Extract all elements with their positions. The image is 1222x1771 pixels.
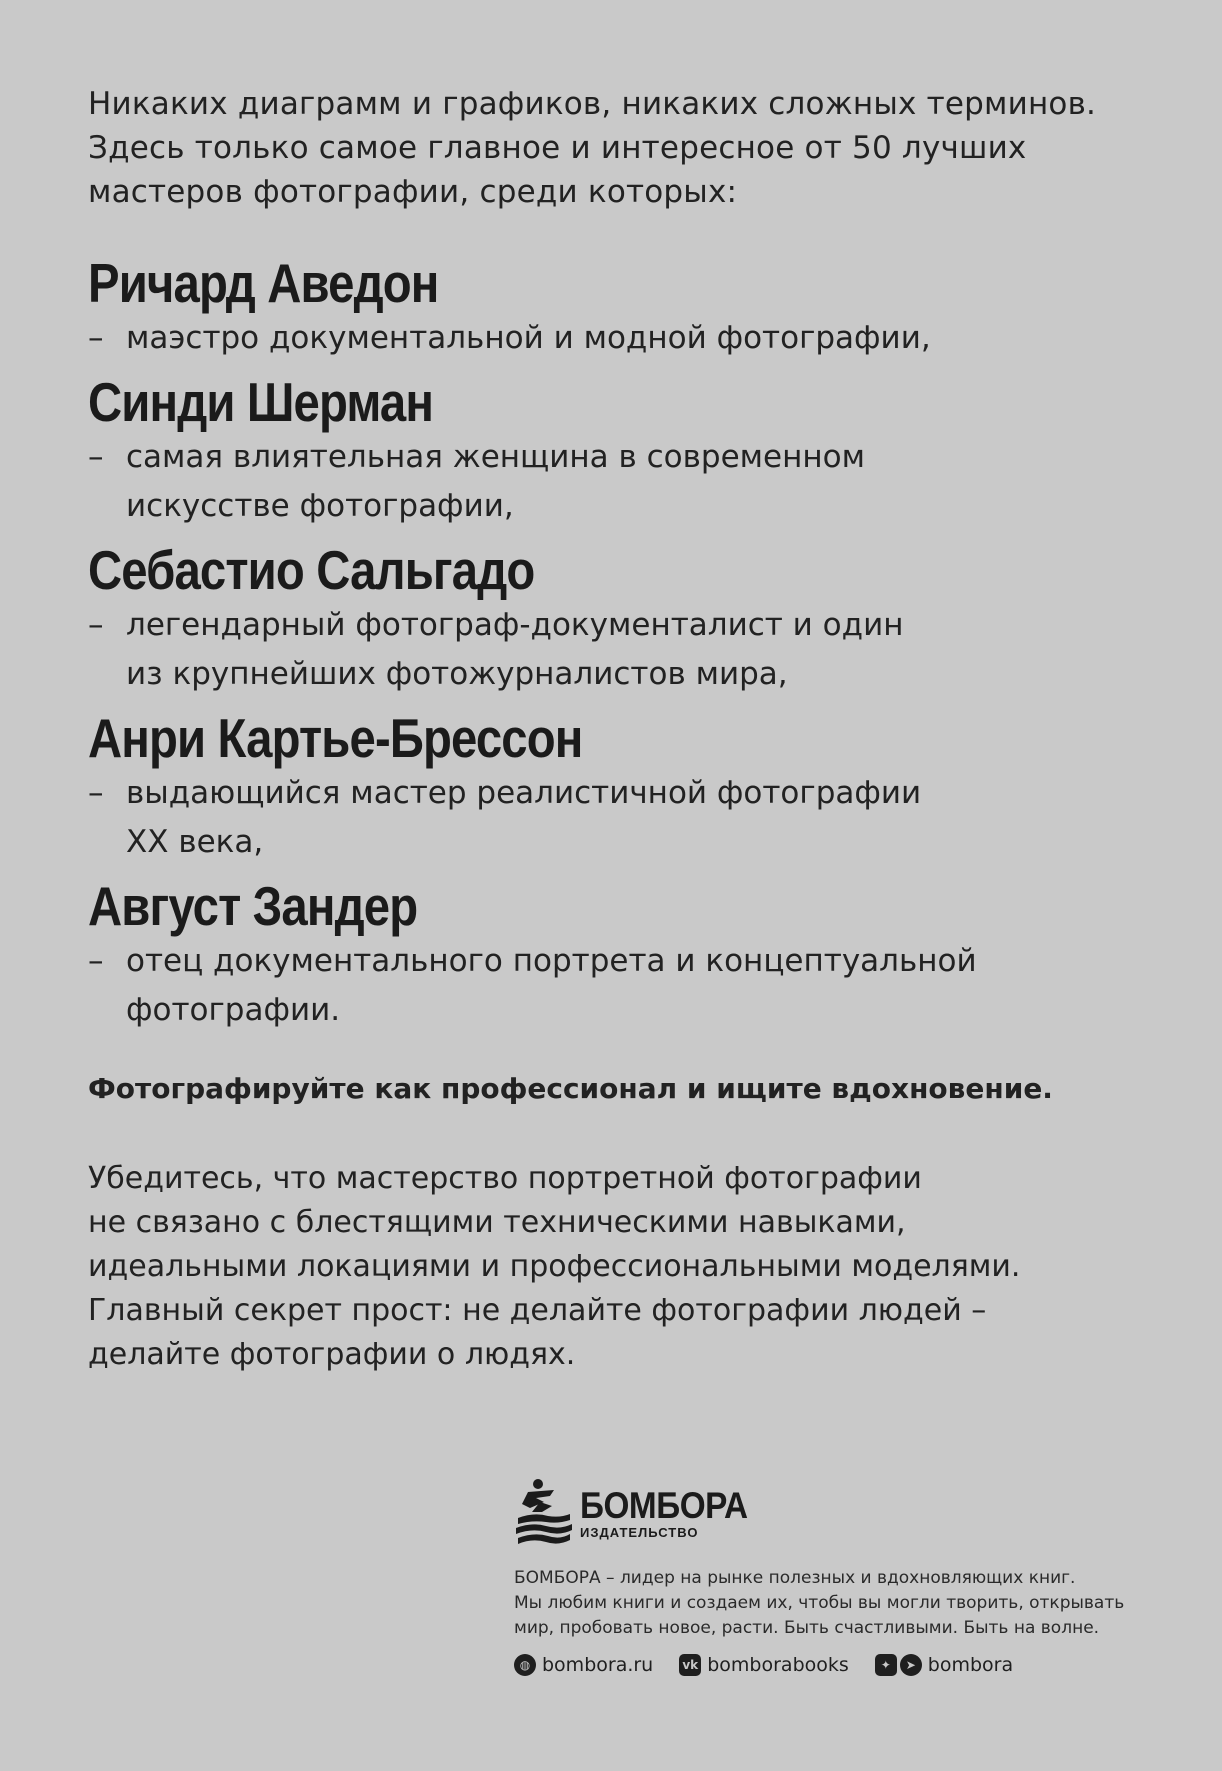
master-name: Август Зандер bbox=[88, 875, 418, 937]
logo-subtitle: ИЗДАТЕЛЬСТВО bbox=[580, 1525, 699, 1540]
master-item bbox=[88, 539, 1168, 699]
master-item bbox=[88, 252, 1168, 363]
description-line: XX века, bbox=[126, 824, 264, 860]
dash: – bbox=[88, 775, 104, 811]
intro-line: Здесь только самое главное и интересное от 50 лучших bbox=[88, 130, 1027, 166]
description-line: маэстро документальной и модной фотографии, bbox=[126, 320, 931, 356]
social-vk[interactable] bbox=[679, 1654, 849, 1676]
intro-line: Никаких диаграмм и графиков, никаких сложных терминов. bbox=[88, 86, 1097, 122]
main-content bbox=[88, 82, 1168, 1377]
master-description bbox=[88, 433, 1168, 531]
bombora-logo-icon bbox=[514, 1478, 574, 1550]
description-line: легендарный фотограф-документалист и один bbox=[126, 607, 904, 643]
social-website[interactable] bbox=[514, 1654, 653, 1676]
closing-line: делайте фотографии о людях. bbox=[88, 1337, 576, 1372]
dash: – bbox=[88, 320, 104, 356]
description-line: из крупнейших фотожурналистов мира, bbox=[126, 656, 788, 692]
publisher-description-line: БОМБОРА – лидер на рынке полезных и вдохновляющих книг. bbox=[514, 1568, 1076, 1588]
master-item bbox=[88, 371, 1168, 531]
intro-paragraph bbox=[88, 82, 1168, 214]
master-description bbox=[88, 937, 1168, 1035]
publisher-description bbox=[514, 1566, 1154, 1641]
publisher-description-line: Мы любим книги и создаем их, чтобы вы могли творить, открывать bbox=[514, 1593, 1125, 1613]
description-line: фотографии. bbox=[126, 992, 341, 1028]
master-name: Анри Картье-Брессон bbox=[88, 707, 583, 769]
publisher-logo bbox=[514, 1476, 1154, 1552]
dash: – bbox=[88, 607, 104, 643]
master-name: Ричард Аведон bbox=[88, 252, 439, 314]
star-icon: ✦ bbox=[875, 1654, 897, 1676]
masters-list bbox=[88, 252, 1168, 1035]
social-links bbox=[514, 1654, 1154, 1676]
dash: – bbox=[88, 439, 104, 475]
social-label: bomborabooks bbox=[707, 1654, 849, 1676]
master-description bbox=[88, 314, 1168, 363]
logo-name: БОМБОРА bbox=[580, 1485, 748, 1526]
closing-line: идеальными локациями и профессиональными моделями. bbox=[88, 1249, 1021, 1284]
master-description bbox=[88, 769, 1168, 867]
closing-line: Главный секрет прост: не делайте фотографии людей – bbox=[88, 1293, 987, 1328]
master-name: Себастио Сальгадо bbox=[88, 539, 535, 601]
social-label: bombora bbox=[927, 1654, 1014, 1676]
description-line: отец документального портрета и концептуальной bbox=[126, 943, 977, 979]
description-line: выдающийся мастер реалистичной фотографии bbox=[126, 775, 922, 811]
description-line: самая влиятельная женщина в современном bbox=[126, 439, 866, 475]
publisher-description-line: мир, пробовать новое, расти. Быть счастливыми. Быть на волне. bbox=[514, 1618, 1100, 1638]
vk-icon: vk bbox=[679, 1654, 701, 1676]
call-to-action: Фотографируйте как профессионал и ищите вдохновение. bbox=[88, 1072, 1053, 1105]
master-description bbox=[88, 601, 1168, 699]
dash: – bbox=[88, 943, 104, 979]
social-label: bombora.ru bbox=[542, 1654, 654, 1676]
intro-line: мастеров фотографии, среди которых: bbox=[88, 174, 738, 210]
social-telegram[interactable] bbox=[875, 1654, 1013, 1676]
description-line: искусстве фотографии, bbox=[126, 488, 514, 524]
telegram-icon: ➤ bbox=[900, 1654, 922, 1676]
master-item bbox=[88, 875, 1168, 1035]
master-name: Синди Шерман bbox=[88, 371, 434, 433]
master-item bbox=[88, 707, 1168, 867]
closing-line: не связано с блестящими техническими навыками, bbox=[88, 1205, 906, 1240]
publisher-block bbox=[514, 1476, 1154, 1676]
closing-paragraph bbox=[88, 1157, 1168, 1377]
closing-line: Убедитесь, что мастерство портретной фотографии bbox=[88, 1161, 922, 1196]
globe-icon: ◍ bbox=[514, 1654, 536, 1676]
